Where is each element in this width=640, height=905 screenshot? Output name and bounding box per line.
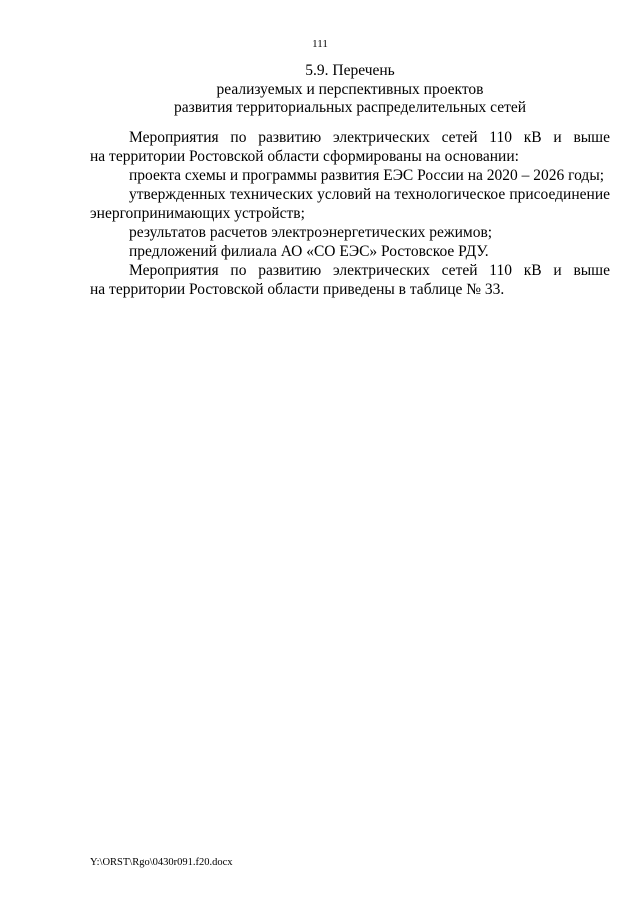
list-item-calculations-text: результатов расчетов электроэнергетических режимов; xyxy=(129,224,493,241)
paragraph-intro-line-2: на территории Ростовской области сформированы на основании: xyxy=(90,148,519,165)
footer-file-path: Y:\ORST\Rgo\0430r091.f20.docx xyxy=(90,857,233,868)
page-number: 111 xyxy=(312,38,328,50)
body-text xyxy=(90,128,610,299)
section-heading-line-1: 5.9. Перечень xyxy=(305,62,395,79)
list-item-calculations xyxy=(90,223,610,242)
list-item-program xyxy=(90,166,610,185)
section-heading xyxy=(90,62,610,118)
section-heading-line-3: развития территориальных распределительных сетей xyxy=(173,99,527,116)
paragraph-conclusion xyxy=(90,261,610,299)
list-item-proposals-text: предложений филиала АО «СО ЕЭС» Ростовское РДУ. xyxy=(129,243,489,260)
paragraph-intro-line-1: Мероприятия по развитию электрических сетей 110 кВ и выше xyxy=(129,129,610,146)
paragraph-intro xyxy=(90,128,610,166)
section-heading-line-2: реализуемых и перспективных проектов xyxy=(216,80,484,98)
list-item-proposals xyxy=(90,242,610,261)
paragraph-conclusion-line-1: Мероприятия по развитию электрических сетей 110 кВ и выше xyxy=(129,262,610,279)
list-item-conditions-line-1: утвержденных технических условий на технологическое присоединение xyxy=(129,186,610,203)
paragraph-conclusion-line-2: на территории Ростовской области приведены в таблице № 33. xyxy=(90,281,505,298)
list-item-program-text: проекта схемы и программы развития ЕЭС России на 2020 – 2026 годы; xyxy=(129,167,605,184)
list-item-conditions-line-2: энергопринимающих устройств; xyxy=(90,205,305,222)
list-item-conditions xyxy=(90,185,610,223)
